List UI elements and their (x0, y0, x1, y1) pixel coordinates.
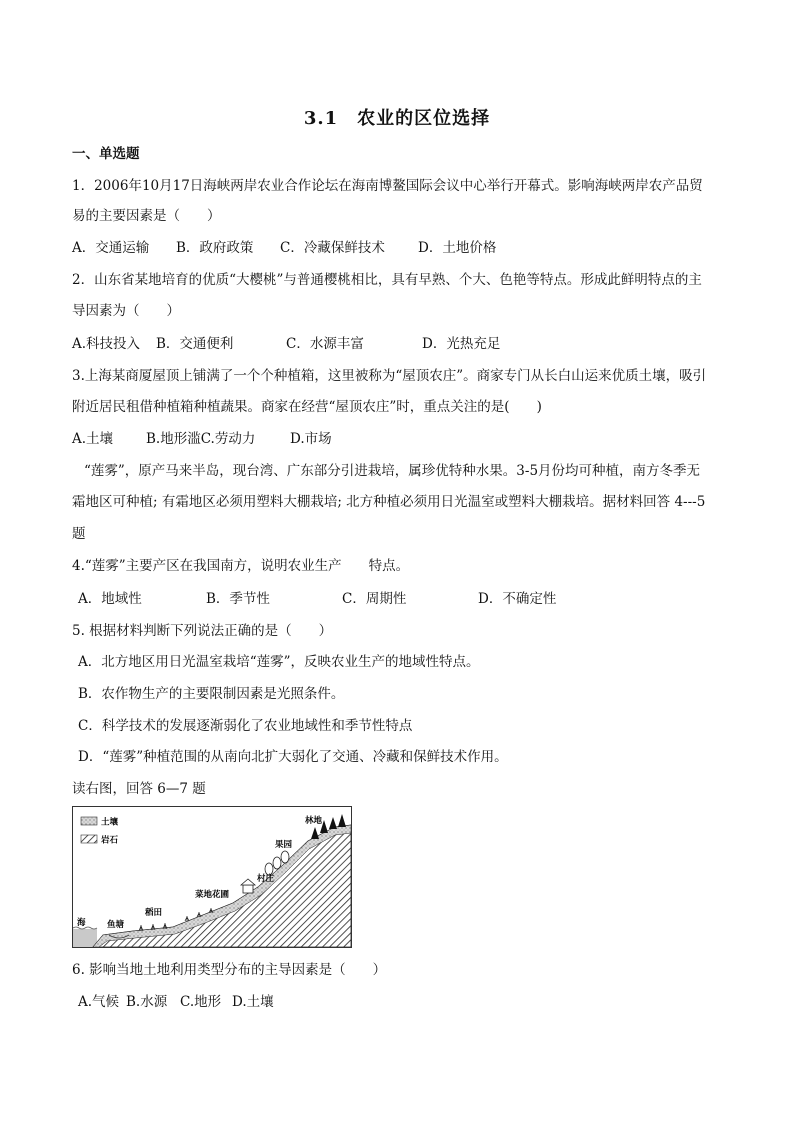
q5-option-a: A．北方地区用日光温室栽培“莲雾”，反映农业生产的地域性特点。 (78, 654, 480, 670)
material-line-2: 霜地区可种植; 有霜地区必须用塑料大棚栽培; 北方种植必须用日光温室或塑料大棚栽培。据材料回答 4---5 (72, 494, 706, 510)
material-line-1: “莲雾”，原产马来半岛，现台湾、广东部分引进栽培，属珍优特种水果。3-5月份均可种植，南方冬季无 (84, 463, 701, 479)
q3-option-a: A.土壤 (72, 431, 114, 447)
q5-option-b: B．农作物生产的主要限制因素是光照条件。 (78, 686, 345, 702)
label-fish-pond: 鱼塘 (107, 920, 125, 930)
label-orchard: 果园 (275, 840, 293, 850)
q6-option-a: A.气候 (78, 994, 120, 1010)
q1-option-b: B．政府政策 (176, 240, 254, 256)
q1-option-c: C．冷藏保鲜技术 (280, 240, 385, 256)
question-5-line-1: 5. 根据材料判断下列说法正确的是（ ） (72, 623, 333, 639)
q6-option-b: B.水源 (126, 994, 168, 1010)
material-line-3: 题 (72, 526, 86, 542)
q4-option-c: C．周期性 (342, 591, 407, 607)
page-title: 3.1 农业的区位选择 (303, 108, 491, 129)
q4-option-a: A．地域性 (78, 591, 142, 607)
q1-option-d: D．土地价格 (418, 240, 497, 256)
q2-option-b: B．交通便利 (156, 336, 234, 352)
q3-option-d: D.市场 (290, 431, 332, 447)
question-4-line-1: 4.“莲雾”主要产区在我国南方，说明农业生产 特点。 (72, 558, 410, 574)
land-use-profile-svg (73, 807, 351, 947)
question-6-options (78, 992, 738, 1012)
q5-option-c: C．科学技术的发展逐渐弱化了农业地域性和季节性特点 (78, 718, 413, 734)
label-sea: 海 (77, 918, 86, 928)
q2-option-c: C．水源丰富 (286, 336, 364, 352)
q1-option-a: A．交通运输 (72, 240, 150, 256)
question-3-line-2: 附近居民租借种植箱种植蔬果。商家在经营“屋顶农庄”时，重点关注的是( ) (72, 399, 542, 415)
q4-option-d: D．不确定性 (478, 591, 557, 607)
label-village: 村庄 (257, 874, 275, 884)
legend-rock-swatch (81, 835, 97, 843)
sea-area (73, 929, 97, 947)
q5-option-d: D．“莲雾”种植范围的从南向北扩大弱化了交通、冷藏和保鲜技术作用。 (78, 749, 508, 765)
land-use-profile-figure (72, 806, 352, 948)
legend-soil-label: 土壤 (101, 817, 119, 828)
q3-option-bc: B.地形滥C.劳动力 (146, 431, 256, 447)
label-vegetable-garden: 菜地花圃 (195, 890, 230, 900)
section-heading: 一、单选题 (72, 146, 140, 162)
legend-soil-swatch (81, 817, 97, 825)
label-rice-field: 稻田 (145, 908, 163, 918)
q4-option-b: B．季节性 (206, 591, 270, 607)
question-6-line-1: 6. 影响当地土地利用类型分布的主导因素是（ ） (72, 962, 387, 978)
q2-option-d: D．光热充足 (422, 336, 501, 352)
legend-rock-label: 岩石 (101, 835, 119, 846)
question-1-line-2: 易的主要因素是（ ） (72, 208, 221, 224)
question-2-options (72, 334, 732, 354)
q6-option-d: D.土壤 (232, 994, 274, 1010)
village-house-icon (241, 879, 255, 893)
q2-option-a: A.科技投入 (72, 336, 141, 352)
figure-intro: 读右图，回答 6—7 题 (72, 781, 206, 797)
label-forest: 林地 (305, 816, 323, 826)
question-1-line-1: 1．2006年10月17日海峡两岸农业合作论坛在海南博鳌国际会议中心举行开幕式。影响海峡两岸农产品贸 (72, 178, 703, 194)
question-4-options (78, 589, 738, 609)
question-3-line-1: 3.上海某商厦屋顶上铺满了一个个种植箱，这里被称为“屋顶农庄”。商家专门从长白山运来优质土壤，吸引 (72, 368, 707, 384)
question-1-options (72, 238, 732, 258)
q6-option-c: C.地形 (180, 994, 222, 1010)
question-3-options (72, 429, 732, 449)
question-2-line-1: 2．山东省某地培育的优质“大樱桃”与普通樱桃相比，具有早熟、个大、色艳等特点。形成此鲜明特点的主 (72, 272, 702, 288)
question-2-line-2: 导因素为（ ） (72, 303, 180, 319)
